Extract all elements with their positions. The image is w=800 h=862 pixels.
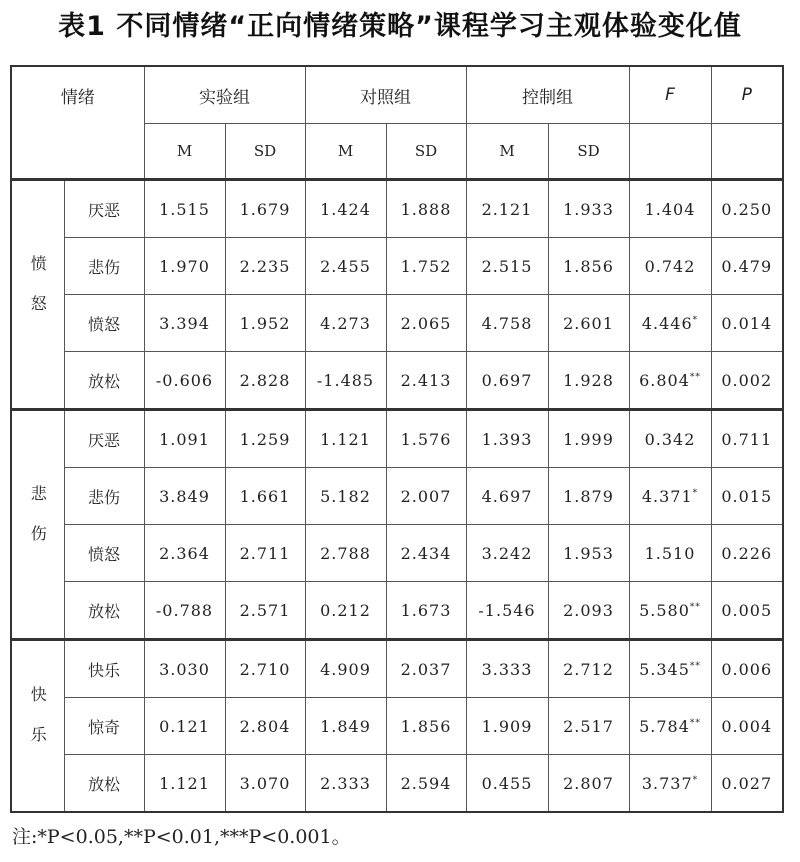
p-value-cell: 0.002 [711,352,783,410]
table-row [11,525,783,582]
p-value-cell: 0.479 [711,238,783,295]
e-m-cell: 0.121 [144,698,225,755]
k-m-cell: 2.121 [466,180,548,238]
table-row [11,755,783,813]
header-row-main [11,66,783,124]
e-sd-cell: 2.804 [225,698,305,755]
e-sd-cell: 2.828 [225,352,305,410]
table-row [11,352,783,410]
f-value: 1.510 [644,543,696,563]
f-value: 6.804 [639,370,690,390]
table-body [11,66,783,812]
k-m-cell: 1.909 [466,698,548,755]
header-group-control: 控制组 [466,66,629,124]
c-m-cell: 2.455 [305,238,386,295]
k-sd-cell: 2.601 [548,295,629,352]
c-sd-cell: 2.413 [386,352,466,410]
c-m-cell: 1.121 [305,410,386,468]
e-sd-cell: 2.711 [225,525,305,582]
c-sd-cell: 1.888 [386,180,466,238]
p-value-cell: 0.250 [711,180,783,238]
k-m-cell: 3.242 [466,525,548,582]
header-m: M [466,124,548,180]
e-m-cell: 1.515 [144,180,225,238]
e-m-cell: 3.394 [144,295,225,352]
p-value-cell: 0.015 [711,468,783,525]
e-sd-cell: 1.259 [225,410,305,468]
e-sd-cell: 1.952 [225,295,305,352]
f-value-cell [629,410,711,468]
k-sd-cell: 1.879 [548,468,629,525]
f-value: 5.345 [639,659,690,679]
p-value-cell: 0.004 [711,698,783,755]
k-m-cell: -1.546 [466,582,548,640]
c-sd-cell: 1.752 [386,238,466,295]
header-group-experimental: 实验组 [144,66,305,124]
f-value-cell [629,640,711,698]
e-m-cell: 1.970 [144,238,225,295]
header-group-comparison: 对照组 [305,66,466,124]
header-emotion: 情绪 [11,66,144,180]
group-label: 愤怒 [11,180,64,410]
k-sd-cell: 1.933 [548,180,629,238]
header-m: M [305,124,386,180]
f-value-cell [629,525,711,582]
c-m-cell: 2.788 [305,525,386,582]
emotion-cell: 厌恶 [64,410,144,468]
significance-marker: * [692,315,699,326]
emotion-cell: 放松 [64,755,144,813]
header-p-empty [711,124,783,180]
k-m-cell: 0.697 [466,352,548,410]
p-value-cell: 0.005 [711,582,783,640]
f-value: 5.580 [639,600,690,620]
header-sd: SD [548,124,629,180]
emotion-cell: 厌恶 [64,180,144,238]
f-value: 0.742 [644,256,696,276]
f-value-cell [629,238,711,295]
table-title: 表1 不同情绪“正向情绪策略”课程学习主观体验变化值 [58,11,742,42]
p-value-cell: 0.014 [711,295,783,352]
p-value-cell: 0.226 [711,525,783,582]
f-value-cell [629,582,711,640]
k-sd-cell: 2.093 [548,582,629,640]
table-row [11,640,783,698]
p-value-cell: 0.027 [711,755,783,813]
e-sd-cell: 2.571 [225,582,305,640]
f-value: 5.784 [639,716,690,736]
table-row [11,180,783,238]
c-sd-cell: 2.594 [386,755,466,813]
emotion-cell: 悲伤 [64,238,144,295]
table-row [11,468,783,525]
k-sd-cell: 1.928 [548,352,629,410]
table-row [11,295,783,352]
c-sd-cell: 1.856 [386,698,466,755]
k-m-cell: 1.393 [466,410,548,468]
f-value-cell [629,468,711,525]
f-value: 3.737 [641,773,693,793]
significance-marker: ** [689,718,701,729]
c-m-cell: 4.273 [305,295,386,352]
table-row [11,582,783,640]
emotion-cell: 愤怒 [64,525,144,582]
header-f-empty [629,124,711,180]
emotion-cell: 惊奇 [64,698,144,755]
k-m-cell: 0.455 [466,755,548,813]
f-value-cell [629,755,711,813]
e-m-cell: 1.121 [144,755,225,813]
header-sd: SD [225,124,305,180]
c-sd-cell: 1.673 [386,582,466,640]
significance-marker: * [692,488,699,499]
e-sd-cell: 1.679 [225,180,305,238]
f-value: 4.446 [641,313,693,333]
f-value-cell [629,295,711,352]
group-label: 快乐 [11,640,64,813]
data-table [10,65,784,813]
k-m-cell: 2.515 [466,238,548,295]
k-sd-cell: 1.953 [548,525,629,582]
f-value-cell [629,180,711,238]
c-m-cell: 4.909 [305,640,386,698]
c-sd-cell: 2.007 [386,468,466,525]
significance-marker: ** [689,661,701,672]
table-row [11,698,783,755]
footnote: 注:*P<0.05,**P<0.01,***P<0.001。 [12,826,351,848]
emotion-cell: 悲伤 [64,468,144,525]
f-value-cell [629,698,711,755]
p-value-cell: 0.711 [711,410,783,468]
emotion-cell: 快乐 [64,640,144,698]
p-value-cell: 0.006 [711,640,783,698]
k-sd-cell: 2.807 [548,755,629,813]
e-sd-cell: 2.235 [225,238,305,295]
group-label: 悲伤 [11,410,64,640]
e-m-cell: -0.606 [144,352,225,410]
e-m-cell: 3.849 [144,468,225,525]
k-m-cell: 4.758 [466,295,548,352]
significance-marker: * [692,775,699,786]
c-sd-cell: 2.434 [386,525,466,582]
c-m-cell: 0.212 [305,582,386,640]
c-sd-cell: 2.037 [386,640,466,698]
e-m-cell: 1.091 [144,410,225,468]
e-m-cell: -0.788 [144,582,225,640]
header-p: P [711,66,783,124]
significance-marker: ** [689,602,701,613]
emotion-cell: 愤怒 [64,295,144,352]
k-m-cell: 3.333 [466,640,548,698]
header-f: F [629,66,711,124]
k-m-cell: 4.697 [466,468,548,525]
e-sd-cell: 1.661 [225,468,305,525]
k-sd-cell: 1.999 [548,410,629,468]
c-m-cell: 1.849 [305,698,386,755]
header-sd: SD [386,124,466,180]
c-sd-cell: 1.576 [386,410,466,468]
emotion-cell: 放松 [64,582,144,640]
c-m-cell: -1.485 [305,352,386,410]
header-m: M [144,124,225,180]
c-m-cell: 2.333 [305,755,386,813]
f-value-cell [629,352,711,410]
c-m-cell: 5.182 [305,468,386,525]
significance-marker: ** [689,372,701,383]
emotion-cell: 放松 [64,352,144,410]
c-m-cell: 1.424 [305,180,386,238]
k-sd-cell: 2.712 [548,640,629,698]
f-value: 0.342 [644,429,696,449]
e-m-cell: 3.030 [144,640,225,698]
k-sd-cell: 2.517 [548,698,629,755]
k-sd-cell: 1.856 [548,238,629,295]
table-row [11,238,783,295]
f-value: 4.371 [641,486,693,506]
table-row [11,410,783,468]
e-m-cell: 2.364 [144,525,225,582]
c-sd-cell: 2.065 [386,295,466,352]
f-value: 1.404 [644,199,696,219]
e-sd-cell: 2.710 [225,640,305,698]
e-sd-cell: 3.070 [225,755,305,813]
